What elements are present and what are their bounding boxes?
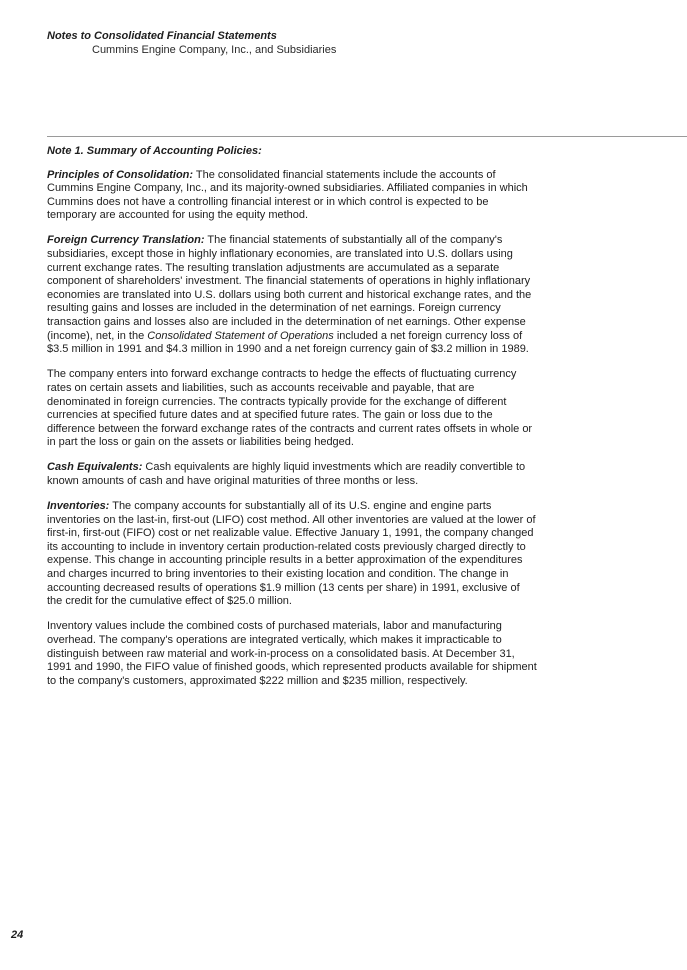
page-title: Notes to Consolidated Financial Statements — [47, 30, 277, 42]
consolidation-heading: Principles of Consolidation: — [47, 168, 194, 181]
inventories-paragraph — [47, 500, 537, 609]
cash-text: Cash equivalents are highly liquid investments which are readily convertible to known amounts of cash and have original maturities of three months or less. — [47, 461, 526, 487]
hedging-paragraph: The company enters into forward exchange contracts to hedge the effects of fluctuating currency rates on certain assets and liabilities, such as accounts receivable and payable, that are denominated in foreign currencies. The contracts typically provide for the exchange of different currencies at specified future dates and at specified future rates. The gain or loss due to the difference between the forward exchange rates of the contracts and current rates offsets in whole or in part the loss or gain on the assets or liabilities being hedged. — [47, 368, 533, 449]
consolidation-paragraph — [47, 169, 537, 223]
currency-text-continued: included a net foreign currency loss of $3.5 million in 1991 and $4.3 million in 1990 and a net foreign currency gain of $3.2 million in 1989. — [47, 329, 529, 356]
currency-paragraph — [47, 234, 537, 356]
currency-text: The financial statements of substantially all of the company's subsidiaries, except those in highly inflationary economies, are translated into U.S. dollars using current exchange rates. The resulting translation adjustments are accumulated as a separate component of shareholders' investment. The financial statements of operations in highly inflationary economies are translated into U.S. dollars using both current and historical exchange rates, and the resulting gains and losses are included in the determination of net earnings. Foreign currency transaction gains and losses also are included in the determination of net earnings. Other expense (income), net, in the — [47, 234, 532, 342]
currency-heading: Foreign Currency Translation: — [47, 234, 205, 247]
inventories-heading: Inventories: — [47, 500, 110, 513]
inventory-values-paragraph: Inventory values include the combined costs of purchased materials, labor and manufacturing overhead. The company's operations are integrated vertically, which makes it impracticable to distinguish between raw material and work-in-process on a consolidated basis. At December 31, 1991 and 1990, the FIFO value of finished goods, which represented products available for shipment to the company's customers, approximated $222 million and $235 million, respectively. — [47, 620, 537, 687]
company-subtitle: Cummins Engine Company, Inc., and Subsidiaries — [92, 44, 337, 56]
header-divider — [47, 136, 687, 137]
consolidation-text: The consolidated financial statements include the accounts of Cummins Engine Company, Inc., and its majority-owned subsidiaries. Affiliated companies in which Cummins does not have a controlling financial interest or in which control is expected to be temporary are accounted for using the equity method. — [47, 168, 528, 222]
inventories-text: The company accounts for substantially all of its U.S. engine and engine parts inventories on the last-in, first-out (LIFO) cost method. All other inventories are valued at the lower of first-in, first-out (FIFO) cost or net realizable value. Effective January 1, 1991, the company changed its accounting to include in inventory certain production-related costs previously charged directly to expense. This change in accounting principle results in a better approximation of the expenditures and charges incurred to bring inventories to their existing location and condition. The change in accounting decreased results of operations $1.9 million (13 cents per share) in 1991, exclusive of the credit for the cumulative effect of $25.0 million. — [47, 500, 536, 608]
note-title: Note 1. Summary of Accounting Policies: — [47, 145, 262, 157]
cash-paragraph — [47, 461, 537, 488]
page-header — [47, 29, 336, 57]
cash-heading: Cash Equivalents: — [47, 461, 143, 474]
page-number: 24 — [11, 929, 24, 941]
note-body — [47, 145, 537, 700]
statement-reference: Consolidated Statement of Operations — [147, 329, 334, 342]
